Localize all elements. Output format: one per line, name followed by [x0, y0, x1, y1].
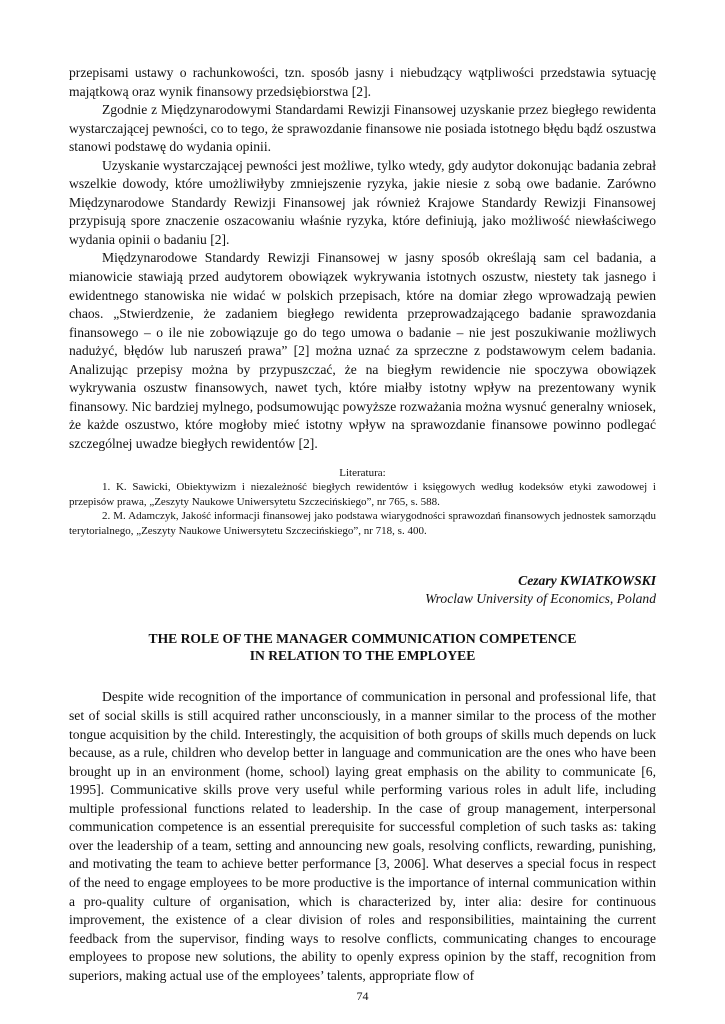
article-title-line-2: IN RELATION TO THE EMPLOYEE: [249, 648, 476, 664]
article-title-line-1: THE ROLE OF THE MANAGER COMMUNICATION COMPETENCE: [148, 631, 577, 647]
page-content: [69, 64, 656, 985]
literature-heading: Literatura:: [339, 467, 386, 480]
author-affiliation: Wroclaw University of Economics, Poland: [425, 591, 656, 607]
author-name: Cezary KWIATKOWSKI: [518, 573, 656, 589]
body-paragraph: Międzynarodowe Standardy Rewizji Finansowej w jasny sposób określają sam cel badania, a mianowicie stawiają przed audytorem obowiązek wykrywania istotnych oszustw, niestety tak jasnego i ewidentnego stanowiska nie widać w polskich przepisach, które na domiar złego wprowadzają pewien chaos. „Stwierdzenie, że zadaniem biegłego rewidenta przeprowadzającego badanie sprawozdania finansowego – o ile nie zobowiązuje go do tego umowa o badanie – nie jest poszukiwanie możliwych nadużyć, błędów lub naruszeń prawa” [2] można uznać za sprzeczne z podstawowym celem badania. Analizując przepisy można by przypuszczać, że na biegłym rewidencie nie spoczywa obowiązek wykrywania oszustw finansowych, nawet tych, które miałby istotny wpływ na prezentowany wynik finansowy. Nic bardziej mylnego, podsumowując powyższe rozważania można wysnuć generalny wniosek, że każde oszustwo, które mogłoby mieć istotny wpływ na sprawozdanie finansowe powinno podlegać szczególnej uwadze biegłych rewidentów [2].: [69, 250, 656, 451]
article-body-paragraph: Despite wide recognition of the importance of communication in personal and professional life, that set of social skills is still acquired rather unconsciously, in a manner similar to the process of the mother tongue acquisition by the child. Interestingly, the acquisition of both groups of skills much depends on luck because, as a rule, children who develop better in language and communication are the ones who have been brought up in an environment (home, school) laying great emphasis on the ability to communicate [6, 1995]. Communicative skills prove very useful while performing various roles in adult life, including multiple professional functions related to leadership. In the case of group management, interpersonal communication competence is an essential prerequisite for successful completion of such tasks as: taking over the leadership of a team, setting and announcing new goals, resolving conflicts, rewarding, punishing, and motivating the team to achieve better performance [3, 2006]. What deserves a special focus in respect of the need to engage employees to be more productive is the importance of internal communication within a pro-quality culture of organisation, which is characterized by, inter alia: desire for continuous improvement, the existence of a clear division of roles and responsibilities, maintaining the current feedback from the supervisor, finding ways to resolve conflicts, communicating changes to encourage employees to propose new solutions, the ability to openly express opinion by the staff, recognition from superiors, making actual use of the employees’ talents, appropriate flow of: [69, 689, 656, 983]
body-paragraph: przepisami ustawy o rachunkowości, tzn. sposób jasny i niebudzący wątpliwości przedstawia sytuację majątkową oraz wynik finansowy przedsiębiorstwa [2].: [69, 65, 656, 99]
literature-item: 1. K. Sawicki, Obiektywizm i niezależność biegłych rewidentów i księgowych według kodeksów etyki zawodowej i przepisów prawa, „Zeszyty Naukowe Uniwersytetu Szczecińskiego”, nr 765, s. 588.: [69, 481, 656, 508]
body-paragraph: Uzyskanie wystarczającej pewności jest możliwe, tylko wtedy, gdy audytor dokonując badania zebrał wszelkie dowody, które umożliwiłyby zmniejszenie ryzyka, jakie niesie z sobą owe badanie. Zarówno Międzynarodowe Standardy Rewizji Finansowej jak również Krajowe Standardy Rewizji Finansowej przypisują spore znaczenie oszacowaniu właśnie ryzyka, które definiują, jako możliwość niewłaściwego wydania opinii o badaniu [2].: [69, 157, 656, 247]
body-paragraph: Zgodnie z Międzynarodowymi Standardami Rewizji Finansowej uzyskanie przez biegłego rewidenta wystarczającej pewności, co to tego, że sprawozdanie finansowe nie posiada istotnego błędu bądź oszustwa stanowi podstawę do wydania opinii.: [69, 102, 656, 155]
page-number: 74: [356, 989, 369, 1003]
literature-item: 2. M. Adamczyk, Jakość informacji finansowej jako podstawa wiarygodności sprawozdań finansowych jednostek samorządu terytorialnego, „Zeszyty Naukowe Uniwersytetu Szczecińskiego”, nr 718, s. 400.: [69, 510, 656, 537]
